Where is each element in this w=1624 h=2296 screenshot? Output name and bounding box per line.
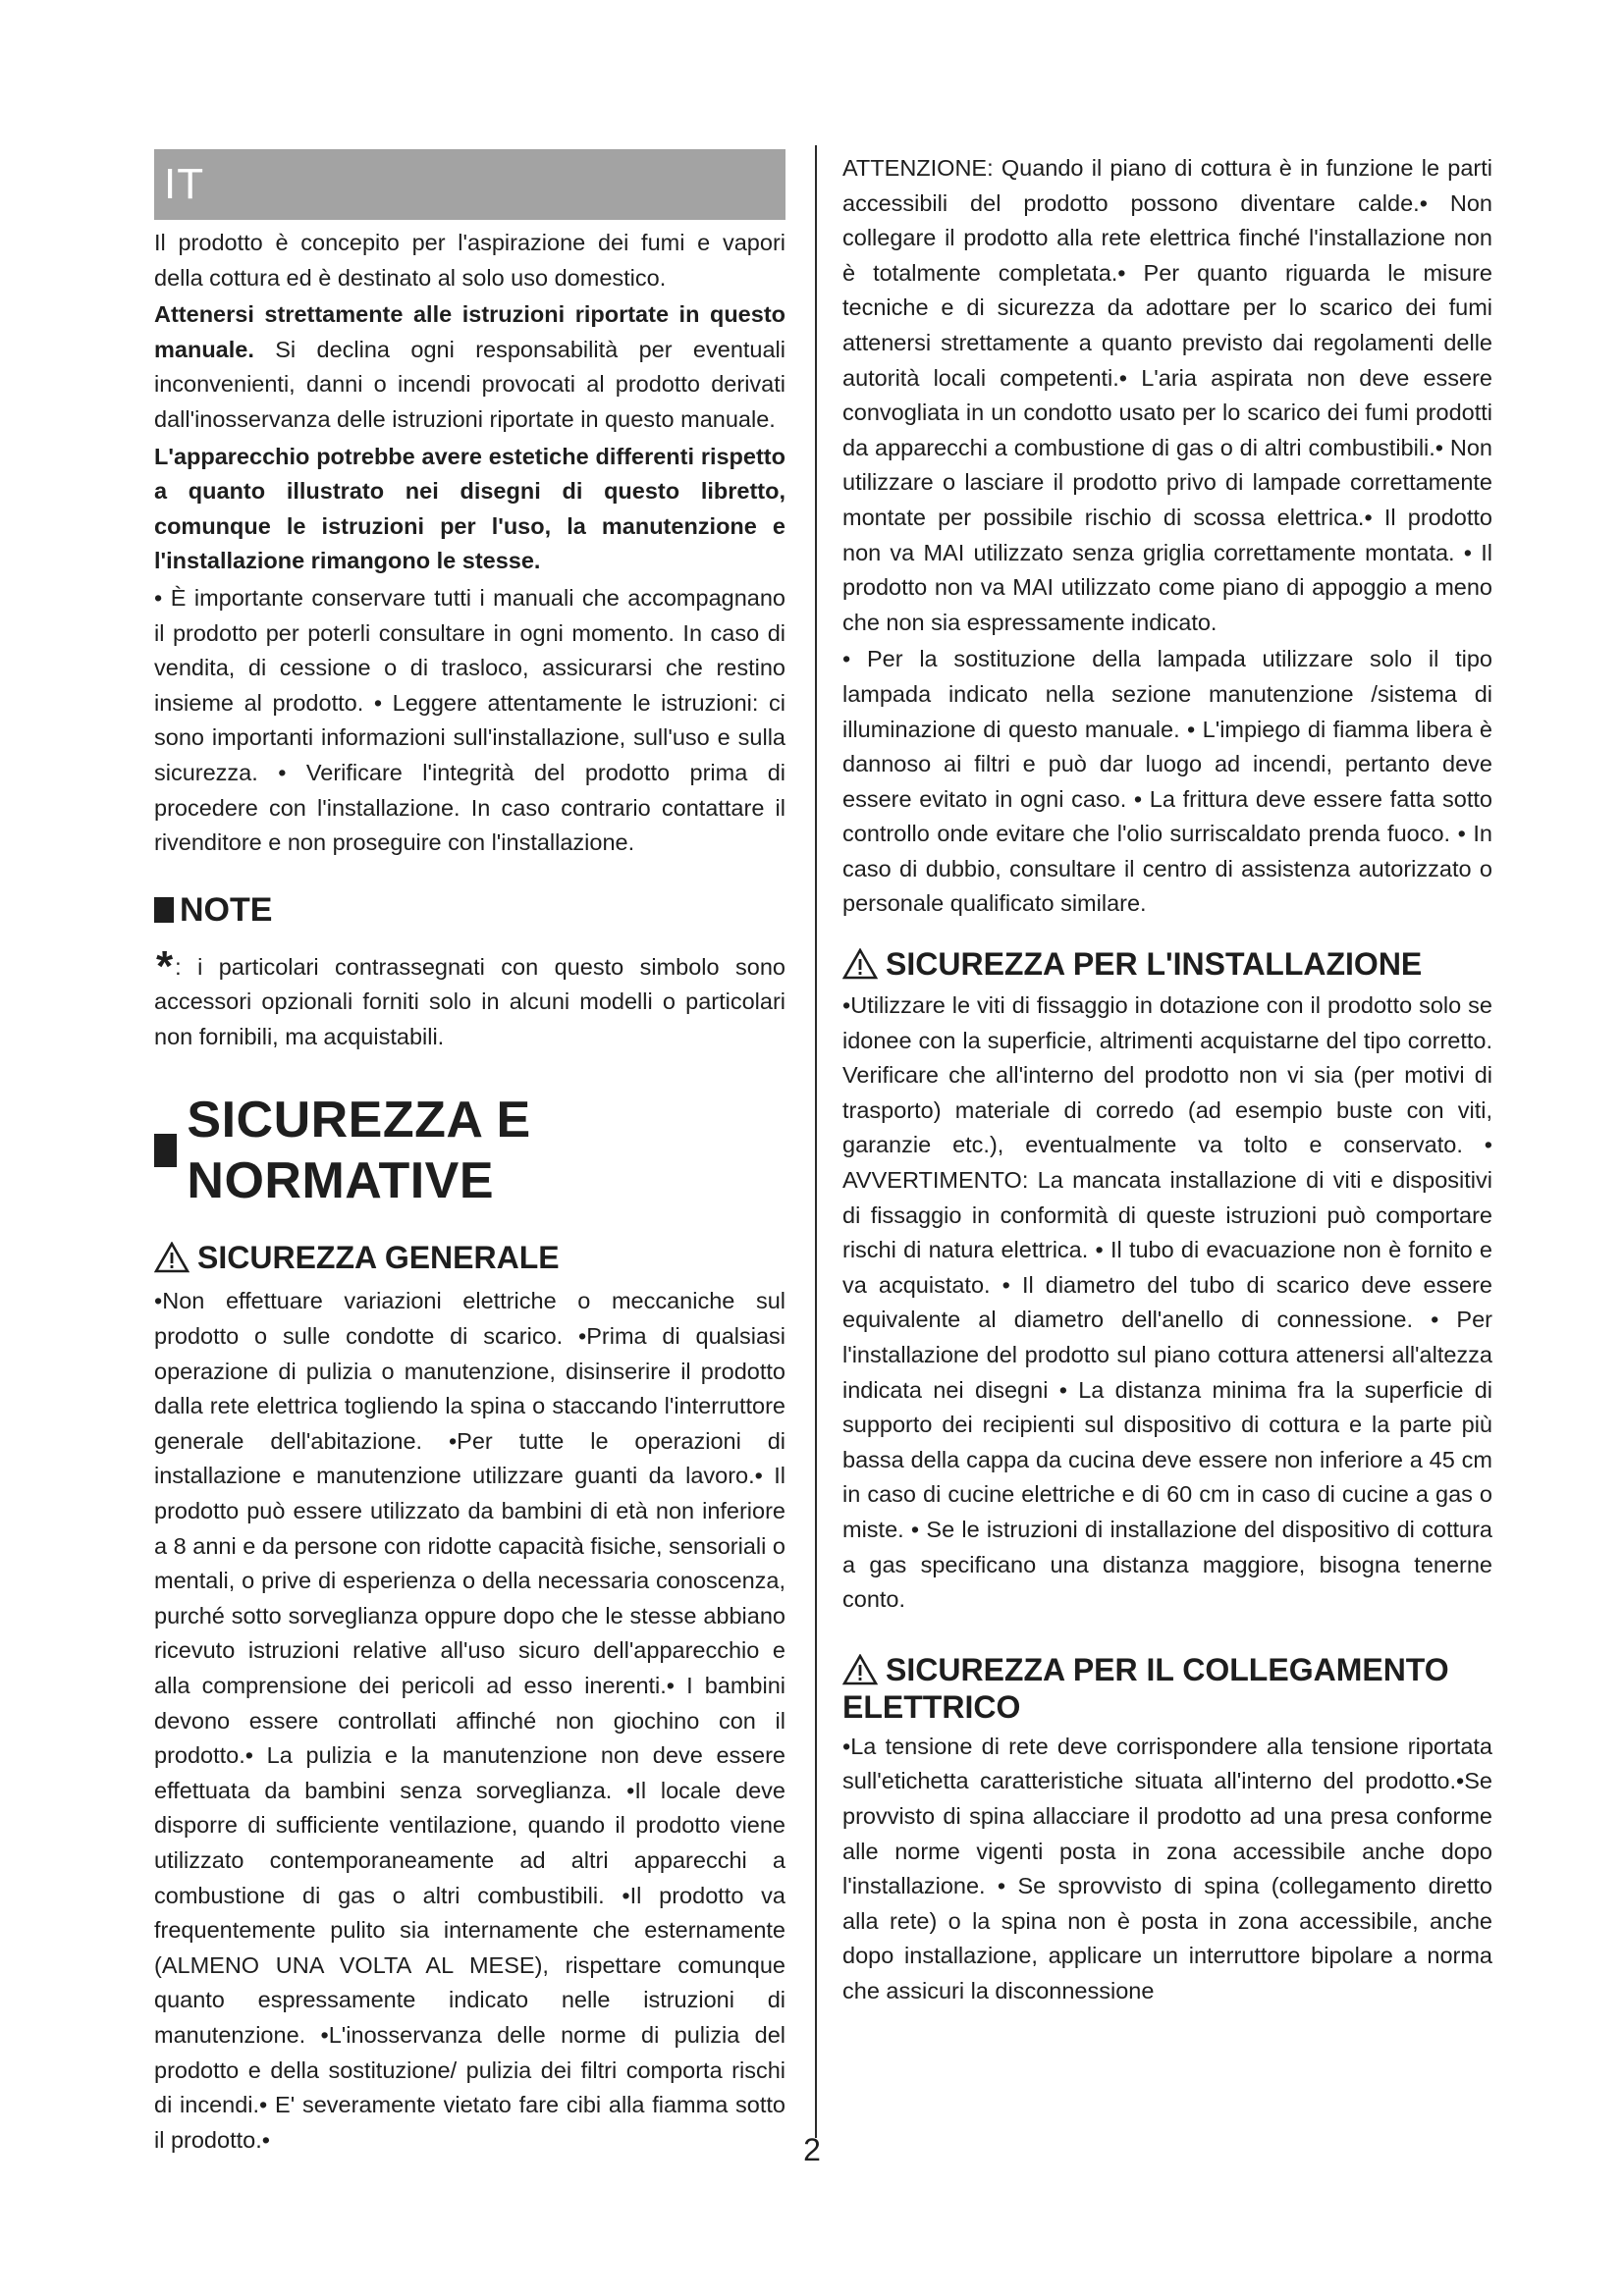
general-safety-paragraph: •Non effettuare variazioni elettriche o meccaniche sul prodotto o sulle condotte di scarico. •Prima di qualsiasi operazione di pulizia o manutenzione, disinserire il prodotto dalla rete elettrica togliendo la spina o staccando l'interruttore generale dell'abitazione. •Per tutte le operazioni di installazione e manutenzione utilizzare guanti da lavoro.• Il prodotto può essere utilizzato da bambini di età non inferiore a 8 anni e da persone con ridotte capacità fisiche, sensoriali o mentali, o prive di esperienza o della necessaria conoscenza, purché sotto sorveglianza oppure dopo che le stesse abbiano ricevuto istruzioni relative all'uso sicuro dell'apparecchio e alla comprensione dei pericoli ad esso inerenti.• I bambini devono essere controllati affinché non giochino con il prodotto.• La pulizia e la manutenzione non deve essere effettuata da bambini senza sorveglianza. •Il locale deve disporre di sufficiente ventilazione, quando il prodotto viene utilizzato contemporaneamente ad altri apparecchi a combustione di gas o altri combustibili. •Il prodotto va frequentemente pulito sia internamente che esternamente (ALMENO UNA VOLTA AL MESE), rispettare comunque quanto espressamente indicato nelle istruzioni di manutenzione. •L'inosservanza delle norme di pulizia del prodotto e della sostituzione/ pulizia dei filtri comporta rischi di incendi.• E' severamente vietato fare cibi alla fiamma sotto il prodotto.• — [154, 1288, 785, 2153]
general-safety-heading-text: SICUREZZA GENERALE — [197, 1240, 560, 1276]
language-tag: IT — [164, 160, 205, 208]
safety-heading — [154, 1090, 785, 1211]
language-tag-bar — [154, 149, 785, 220]
intro-paragraph: Il prodotto è concepito per l'aspirazione dei fumi e vapori della cottura ed è destinato al solo uso domestico. — [154, 230, 785, 291]
right-column — [842, 151, 1492, 2009]
electrical-safety-heading-line1 — [842, 1651, 1492, 1688]
attention-paragraph: ATTENZIONE: Quando il piano di cottura è in funzione le parti accessibili del prodotto possono diventare calde.• Non collegare il prodotto alla rete elettrica finché l'installazione non è totalmente completata.• Per quanto riguarda le misure tecniche e di sicurezza da adottare per lo scarico dei fumi attenersi strettamente a quanto previsto dai regolamenti delle autorità locali competenti.• L'aria aspirata non deve essere convogliata in un condotto usato per lo scarico dei fumi prodotti da apparecchi a combustione di gas o di altri combustibili.• Non utilizzare o lasciare il prodotto privo di lampade correttamente montate per possibile rischio di scossa elettrica.• Il prodotto non va MAI utilizzato senza griglia correttamente montata. • Il prodotto non va MAI utilizzato come piano di appoggio a meno che non sia espressamente indicato. — [842, 155, 1492, 635]
instructions-bold: Attenersi strettamente alle istruzioni riportate in questo manuale. — [154, 301, 785, 362]
warning-triangle-icon — [842, 1654, 878, 1685]
note-heading — [154, 888, 785, 932]
electrical-safety-paragraph: •La tensione di rete deve corrispondere alla tensione riportata sull'etichetta caratteristiche situata all'interno del prodotto.•Se provvisto di spina allacciare il prodotto ad una presa conforme alle norme vigenti posta in zona accessibile anche dopo l'installazione. • Se sprovvisto di spina (collegamento diretto alla rete) o la spina non è posta in zona accessibile, anche dopo installazione, applicare un interruttore bipolare a norma che assicuri la disconnessione — [842, 1733, 1492, 2003]
general-safety-heading — [154, 1239, 785, 1276]
page-number: 2 — [803, 2132, 821, 2167]
electrical-safety-heading-line2 — [842, 1688, 1492, 1726]
instructions-paragraph — [154, 297, 785, 437]
asterisk-icon: * — [156, 941, 174, 990]
warning-triangle-icon — [842, 948, 878, 980]
keep-manuals-paragraph: • È importante conservare tutti i manuali che accompagnano il prodotto per poterli consultare in ogni momento. In caso di vendita, di cessione o di trasloco, assicurarsi che restino insieme al prodotto. • Leggere attentamente le istruzioni: ci sono importanti informazioni sull'installazione, sull'uso e sulla sicurezza. • Verificare l'integrità del prodotto prima di procedere con l'installazione. In caso contrario contattare il rivenditore e non proseguire con l'installazione. — [154, 584, 785, 856]
electrical-safety-heading-text-2: ELETTRICO — [842, 1688, 1021, 1725]
instructions-rest: Si declina ogni responsabilità per eventuali inconvenienti, danni o incendi provocati al prodotto derivati dall'inosservanza delle istruzioni riportate in questo manuale. — [154, 336, 785, 432]
left-column — [154, 226, 785, 2158]
square-bullet-icon — [154, 897, 174, 923]
note-heading-text: NOTE — [180, 890, 273, 929]
square-bullet-icon — [154, 1134, 177, 1167]
aesthetic-paragraph: L'apparecchio potrebbe avere estetiche differenti rispetto a quanto illustrato nei disegni di questo libretto, comunque le istruzioni per l'uso, la manutenzione e l'installazione rimangono le stesse. — [154, 443, 785, 574]
electrical-safety-heading-text-1: SICUREZZA PER IL COLLEGAMENTO — [886, 1651, 1449, 1687]
note-paragraph — [154, 941, 785, 1055]
installation-safety-heading-text: SICUREZZA PER L'INSTALLAZIONE — [886, 946, 1423, 983]
installation-safety-paragraph: •Utilizzare le viti di fissaggio in dotazione con il prodotto solo se idonee con la superficie, altrimenti acquistarne del tipo corretto. Verificare che all'interno del prodotto non vi sia (per motivi di trasporto) materiale di corredo (ad esempio buste con viti, garanzie etc.), eventualmente va tolto e conservato. • AVVERTIMENTO: La mancata installazione di viti e dispositivi di fissaggio in conformità di queste istruzioni può comportare rischi di natura elettrica. • Il tubo di evacuazione non è fornito e va acquistato. • Il diametro del tubo di scarico deve essere equivalente al diametro dell'anello di connessione. • Per l'installazione del prodotto sul piano cottura attenersi all'altezza indicata nei disegni • La distanza minima fra la superficie di supporto dei recipienti sul dispositivo di cottura e la parte più bassa della cappa da cucina deve essere non inferiore a 45 cm in caso di cucine elettriche e di 60 cm in caso di cucine a gas o miste. • Se le istruzioni di installazione del dispositivo di cottura a gas specificano una distanza maggiore, bisogna tenerne conto. — [842, 992, 1492, 1613]
installation-safety-heading — [842, 945, 1492, 983]
lamp-paragraph: • Per la sostituzione della lampada utilizzare solo il tipo lampada indicato nella sezione manutenzione /sistema di illuminazione di questo manuale. • L'impiego di fiamma libera è dannoso ai filtri e può dar luogo ad incendi, pertanto deve essere evitato in ogni caso. • La frittura deve essere fatta sotto controllo onde evitare che l'olio surriscaldato prenda fuoco. • In caso di dubbio, consultare il centro di assistenza autorizzato o personale qualificato similare. — [842, 646, 1492, 917]
warning-triangle-icon — [154, 1242, 189, 1273]
column-divider — [815, 145, 817, 2138]
note-text: : i particolari contrassegnati con questo simbolo sono accessori opzionali forniti solo in alcuni modelli o particolari non fornibili, ma acquistabili. — [154, 953, 785, 1049]
electrical-safety-heading — [842, 1651, 1492, 1726]
safety-heading-text: SICUREZZA E NORMATIVE — [187, 1092, 531, 1210]
